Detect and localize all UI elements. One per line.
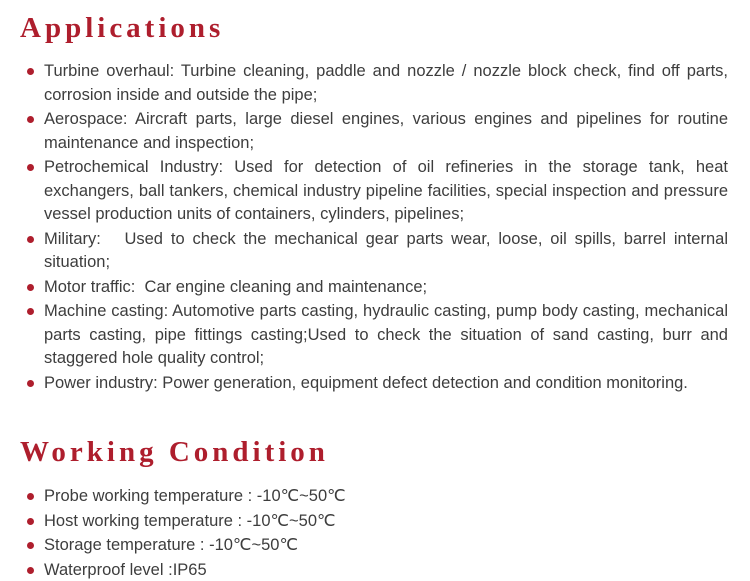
list-item-text: Turbine overhaul: Turbine cleaning, paddle and nozzle / nozzle block check, find off parts, corrosion inside and outside the pipe;: [44, 62, 728, 104]
bullet-icon: [27, 567, 34, 574]
list-item: [20, 559, 728, 581]
bullet-icon: [27, 164, 34, 171]
list-item: [20, 510, 728, 534]
bullet-icon: [27, 116, 34, 123]
applications-list: [20, 60, 728, 395]
bullet-icon: [27, 493, 34, 500]
bullet-icon: [27, 68, 34, 75]
bullet-icon: [27, 518, 34, 525]
list-item: [20, 372, 728, 396]
list-item-text: Host working temperature : -10℃~50℃: [44, 511, 336, 530]
list-item-text: Storage temperature : -10℃~50℃: [44, 536, 298, 554]
list-item: [20, 485, 728, 509]
list-item-text: Probe working temperature : -10℃~50℃: [44, 487, 346, 505]
list-item: [20, 276, 728, 300]
list-item: [20, 300, 728, 371]
working-condition-section-title: Working Condition: [20, 436, 329, 468]
working-condition-list: [20, 485, 728, 581]
bullet-icon: [27, 308, 34, 315]
bullet-icon: [27, 284, 34, 291]
list-item-text: Aerospace: Aircraft parts, large diesel engines, various engines and pipelines for routine maintenance and inspection;: [44, 110, 728, 152]
list-item: [20, 108, 728, 155]
list-item-text: Petrochemical Industry: Used for detection of oil refineries in the storage tank, heat exchangers, ball tankers, chemical industry pipeline facilities, special inspection and pressure vessel production units of containers, cylinders, pipelines;: [44, 158, 728, 223]
list-item-text: Power industry: Power generation, equipment defect detection and condition monitoring.: [44, 373, 688, 392]
bullet-icon: [27, 380, 34, 387]
list-item: [20, 60, 728, 107]
list-item-text: Machine casting: Automotive parts casting, hydraulic casting, pump body casting, mechanical parts casting, pipe fittings casting;Used to check the situation of sand casting, burr and staggered hole quality control;: [44, 302, 728, 367]
bullet-icon: [27, 542, 34, 549]
list-item: [20, 156, 728, 227]
list-item-text: Motor traffic: Car engine cleaning and maintenance;: [44, 277, 428, 296]
bullet-icon: [27, 236, 34, 243]
list-item-text: Military: Used to check the mechanical gear parts wear, loose, oil spills, barrel internal situation;: [44, 229, 728, 271]
list-item: [20, 534, 728, 558]
list-item-text: Waterproof level :IP65: [44, 560, 207, 579]
applications-section-title: Applications: [20, 12, 225, 44]
list-item: [20, 228, 728, 275]
